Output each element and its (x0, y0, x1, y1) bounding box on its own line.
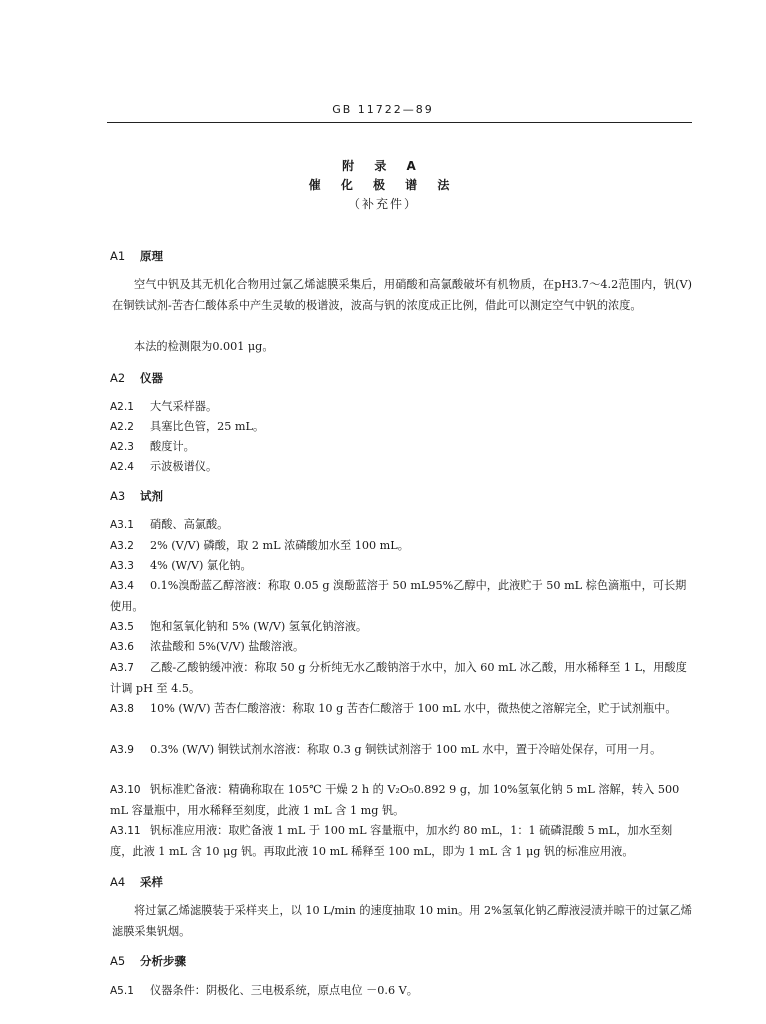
a1-paragraph-1: 空气中钒及其无机化合物用过氯乙烯滤膜采集后，用硝酸和高氯酸破坏有机物质，在pH3.7～4.2范围内，钒(V)在铜铁试剂-苦杏仁酸体系中产生灵敏的极谱波，波高与钒的浓度成正比例，借此可以测定空气中钒的浓度。 (112, 278, 692, 312)
section-title: 仪器 (140, 371, 163, 385)
list-item: A2.2 具塞比色管，25 mL。 (110, 420, 265, 433)
list-item: A3.4 0.1%溴酚蓝乙醇溶液：称取 0.05 g 溴酚蓝溶于 50 mL95%乙醇中，此液贮于 50 mL 棕色滴瓶中，可长期使用。 (110, 579, 687, 613)
list-item: A3.3 4% (W/V) 氯化钠。 (110, 559, 252, 572)
section-number: A1 (110, 249, 126, 263)
section-heading-a3 (110, 488, 163, 504)
section-title: 试剂 (140, 489, 163, 503)
list-item: A3.6 浓盐酸和 5%(V/V) 盐酸溶液。 (110, 640, 305, 653)
section-heading-a2 (110, 370, 163, 386)
method-title: 催 化 极 谱 法 (308, 178, 458, 192)
section-title: 采样 (140, 875, 163, 889)
list-item: A2.3 酸度计。 (110, 440, 195, 453)
section-number: A2 (110, 371, 126, 385)
a4-paragraph-1: 将过氯乙烯滤膜装于采样夹上，以 10 L/min 的速度抽取 10 min。用 2%氢氧化钠乙醇液浸渍并晾干的过氯乙烯滤膜采集钒烟。 (112, 904, 692, 938)
list-item: A3.1 硝酸、高氯酸。 (110, 518, 229, 531)
list-item: A2.4 示波极谱仪。 (110, 460, 218, 473)
section-number: A3 (110, 489, 126, 503)
section-heading-a5 (110, 953, 186, 969)
page-header-code: GB 11722—89 (332, 103, 434, 116)
list-item: A3.2 2% (V/V) 磷酸，取 2 mL 浓磷酸加水至 100 mL。 (110, 539, 409, 552)
section-number: A4 (110, 875, 126, 889)
header-rule (107, 122, 692, 123)
a1-paragraph-2: 本法的检测限为0.001 μg。 (134, 340, 274, 353)
list-item: A3.10 钒标准贮备液：精确称取在 105℃ 干燥 2 h 的 V₂O₅0.892 9 g，加 10%氢氧化钠 5 mL 溶解，转入 500 mL 容量瓶中，用水稀释至刻度，此液 1 mL 含 1 mg 钒。 (110, 783, 680, 817)
section-heading-a4 (110, 874, 163, 890)
section-title: 分析步骤 (140, 954, 186, 968)
list-item: A3.8 10% (W/V) 苦杏仁酸溶液：称取 10 g 苦杏仁酸溶于 100 mL 水中，微热使之溶解完全，贮于试剂瓶中。 (110, 702, 677, 715)
appendix-title-block (0, 157, 766, 214)
appendix-note: （补充件） (347, 197, 418, 211)
list-item: A3.9 0.3% (W/V) 铜铁试剂水溶液：称取 0.3 g 铜铁试剂溶于 100 mL 水中，置于冷暗处保存，可用一月。 (110, 743, 662, 756)
list-item: A5.1 仪器条件：阴极化、三电极系统，原点电位 －0.6 V。 (110, 984, 418, 997)
list-item: A3.5 饱和氢氧化钠和 5% (W/V) 氢氧化钠溶液。 (110, 620, 368, 633)
list-item: A2.1 大气采样器。 (110, 400, 218, 413)
list-item: A3.11 钒标准应用液：取贮备液 1 mL 于 100 mL 容量瓶中，加水约 80 mL，1：1 硫磷混酸 5 mL，加水至刻度，此液 1 mL 含 10 μg 钒。再取此液 10 mL 稀释至 100 mL，即为 1 mL 含 1 μg 钒的标准应用液。 (110, 824, 673, 858)
section-title: 原理 (140, 249, 163, 263)
section-heading-a1 (110, 248, 163, 264)
appendix-label: 附 录 A (342, 159, 424, 173)
list-item: A3.7 乙酸-乙酸钠缓冲液：称取 50 g 分析纯无水乙酸钠溶于水中，加入 60 mL 冰乙酸，用水稀释至 1 L，用酸度计调 pH 至 4.5。 (110, 661, 687, 695)
section-number: A5 (110, 954, 126, 968)
